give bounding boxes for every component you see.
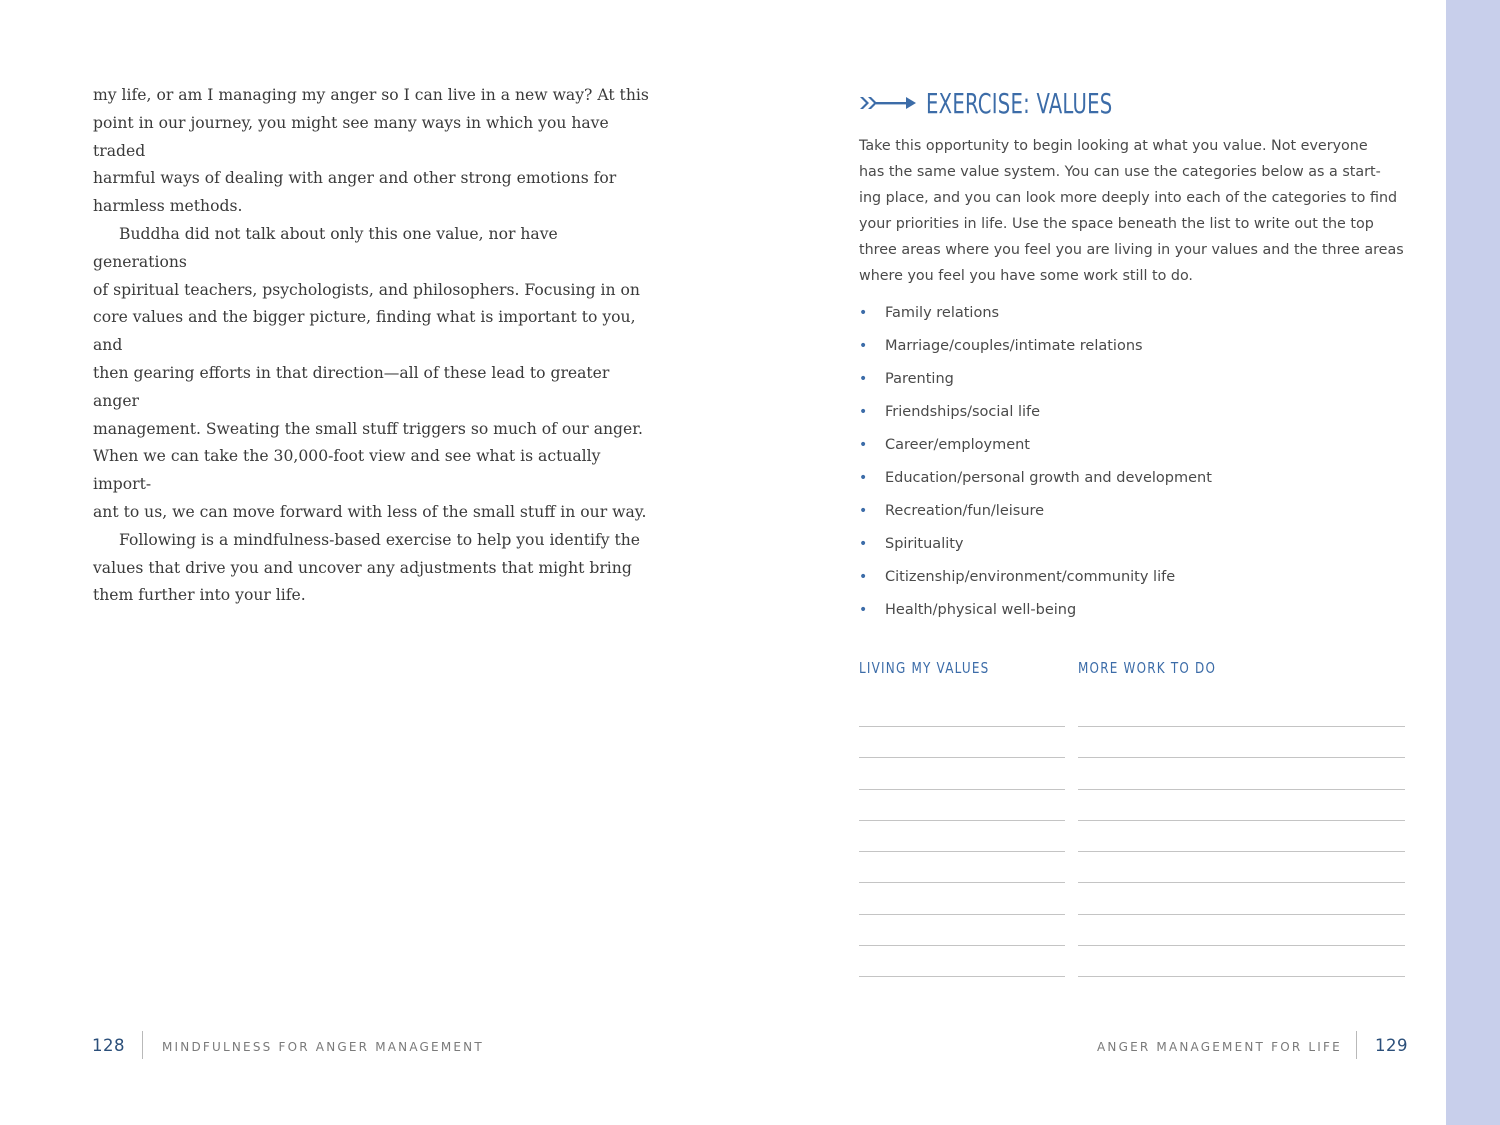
list-item — [859, 531, 1212, 564]
list-item — [859, 432, 1212, 465]
living-write-line[interactable] — [859, 726, 1065, 727]
paragraph: my life, or am I managing my anger so I can live in a new way? At this point in our journey, you might see many ways in which you have traded harmful ways of dealing with anger and other strong emotions for harmless methods. — [93, 86, 649, 216]
more-work-write-line[interactable] — [1078, 757, 1405, 758]
bullet-icon: • — [859, 536, 868, 552]
value-label: Family relations — [885, 305, 1000, 321]
value-label: Spirituality — [885, 536, 964, 552]
more-work-write-line[interactable] — [1078, 976, 1405, 977]
bullet-icon: • — [859, 569, 868, 585]
bullet-icon: • — [859, 470, 868, 486]
living-write-line[interactable] — [859, 914, 1065, 915]
value-label: Career/employment — [885, 437, 1030, 453]
left-page-body — [93, 82, 653, 610]
running-head-left: MINDFULNESS FOR ANGER MANAGEMENT — [162, 1040, 484, 1054]
bullet-icon: • — [859, 371, 868, 387]
list-item — [859, 465, 1212, 498]
more-work-write-line[interactable] — [1078, 726, 1405, 727]
value-label: Citizenship/environment/community life — [885, 569, 1176, 585]
page-edge-strip — [1446, 0, 1500, 1125]
bullet-icon: • — [859, 338, 868, 354]
more-work-write-line[interactable] — [1078, 914, 1405, 915]
bullet-icon: • — [859, 437, 868, 453]
more-work-write-line[interactable] — [1078, 789, 1405, 790]
list-item — [859, 300, 1212, 333]
living-write-line[interactable] — [859, 976, 1065, 977]
more-work-write-line[interactable] — [1078, 820, 1405, 821]
arrow-icon — [858, 93, 918, 113]
paragraph: Following is a mindfulness-based exercise to help you identify the values that drive you and uncover any adjustments that might bring them further into your life. — [93, 530, 641, 605]
list-item — [859, 366, 1212, 399]
page-number-left: 128 — [92, 1036, 125, 1055]
list-item — [859, 564, 1212, 597]
more-work-write-line[interactable] — [1078, 882, 1405, 883]
bullet-icon: • — [859, 503, 868, 519]
value-label: Education/personal growth and development — [885, 470, 1212, 486]
exercise-intro: Take this opportunity to begin looking at what you value. Not everyone has the same value system. You can use the categories below as a start- ing place, and you can look more deeply into each of the categories to find your priorities in life. Use the space beneath the list to write out the top three areas where you feel you are living in your values and the three areas where you feel you have some work still to do. — [859, 138, 1404, 284]
footer-divider — [142, 1031, 143, 1059]
living-my-values-heading: LIVING MY VALUES — [859, 659, 990, 677]
value-label: Marriage/couples/intimate relations — [885, 338, 1143, 354]
value-label: Health/physical well-being — [885, 602, 1077, 618]
bullet-icon: • — [859, 305, 868, 321]
value-label: Parenting — [885, 371, 954, 387]
exercise-title: EXERCISE: VALUES — [926, 86, 1113, 120]
more-work-write-line[interactable] — [1078, 851, 1405, 852]
values-list — [859, 300, 1212, 630]
bullet-icon: • — [859, 602, 868, 618]
living-write-line[interactable] — [859, 820, 1065, 821]
living-write-line[interactable] — [859, 789, 1065, 790]
running-head-right: ANGER MANAGEMENT FOR LIFE — [1097, 1040, 1342, 1054]
list-item — [859, 597, 1212, 630]
list-item — [859, 498, 1212, 531]
living-write-line[interactable] — [859, 945, 1065, 946]
living-write-line[interactable] — [859, 882, 1065, 883]
list-item — [859, 333, 1212, 366]
living-write-line[interactable] — [859, 757, 1065, 758]
list-item — [859, 399, 1212, 432]
exercise-heading — [858, 85, 1165, 121]
paragraph: Buddha did not talk about only this one value, nor have generations of spiritual teachers, psychologists, and philosophers. Focusing in on core values and the bigger picture, finding what is important to you, and then gearing efforts in that direction—all of these lead to greater anger management. Sweating the small stuff triggers so much of our anger. When we can take the 30,000-foot view and see what is actually import- ant to us, we can move forward with less of the small stuff in our way. — [93, 224, 647, 521]
more-work-write-line[interactable] — [1078, 945, 1405, 946]
living-write-line[interactable] — [859, 851, 1065, 852]
bullet-icon: • — [859, 404, 868, 420]
page-number-right: 129 — [1375, 1036, 1408, 1055]
more-work-heading: MORE WORK TO DO — [1078, 659, 1217, 677]
value-label: Recreation/fun/leisure — [885, 503, 1045, 519]
footer-divider — [1356, 1031, 1357, 1059]
value-label: Friendships/social life — [885, 404, 1041, 420]
